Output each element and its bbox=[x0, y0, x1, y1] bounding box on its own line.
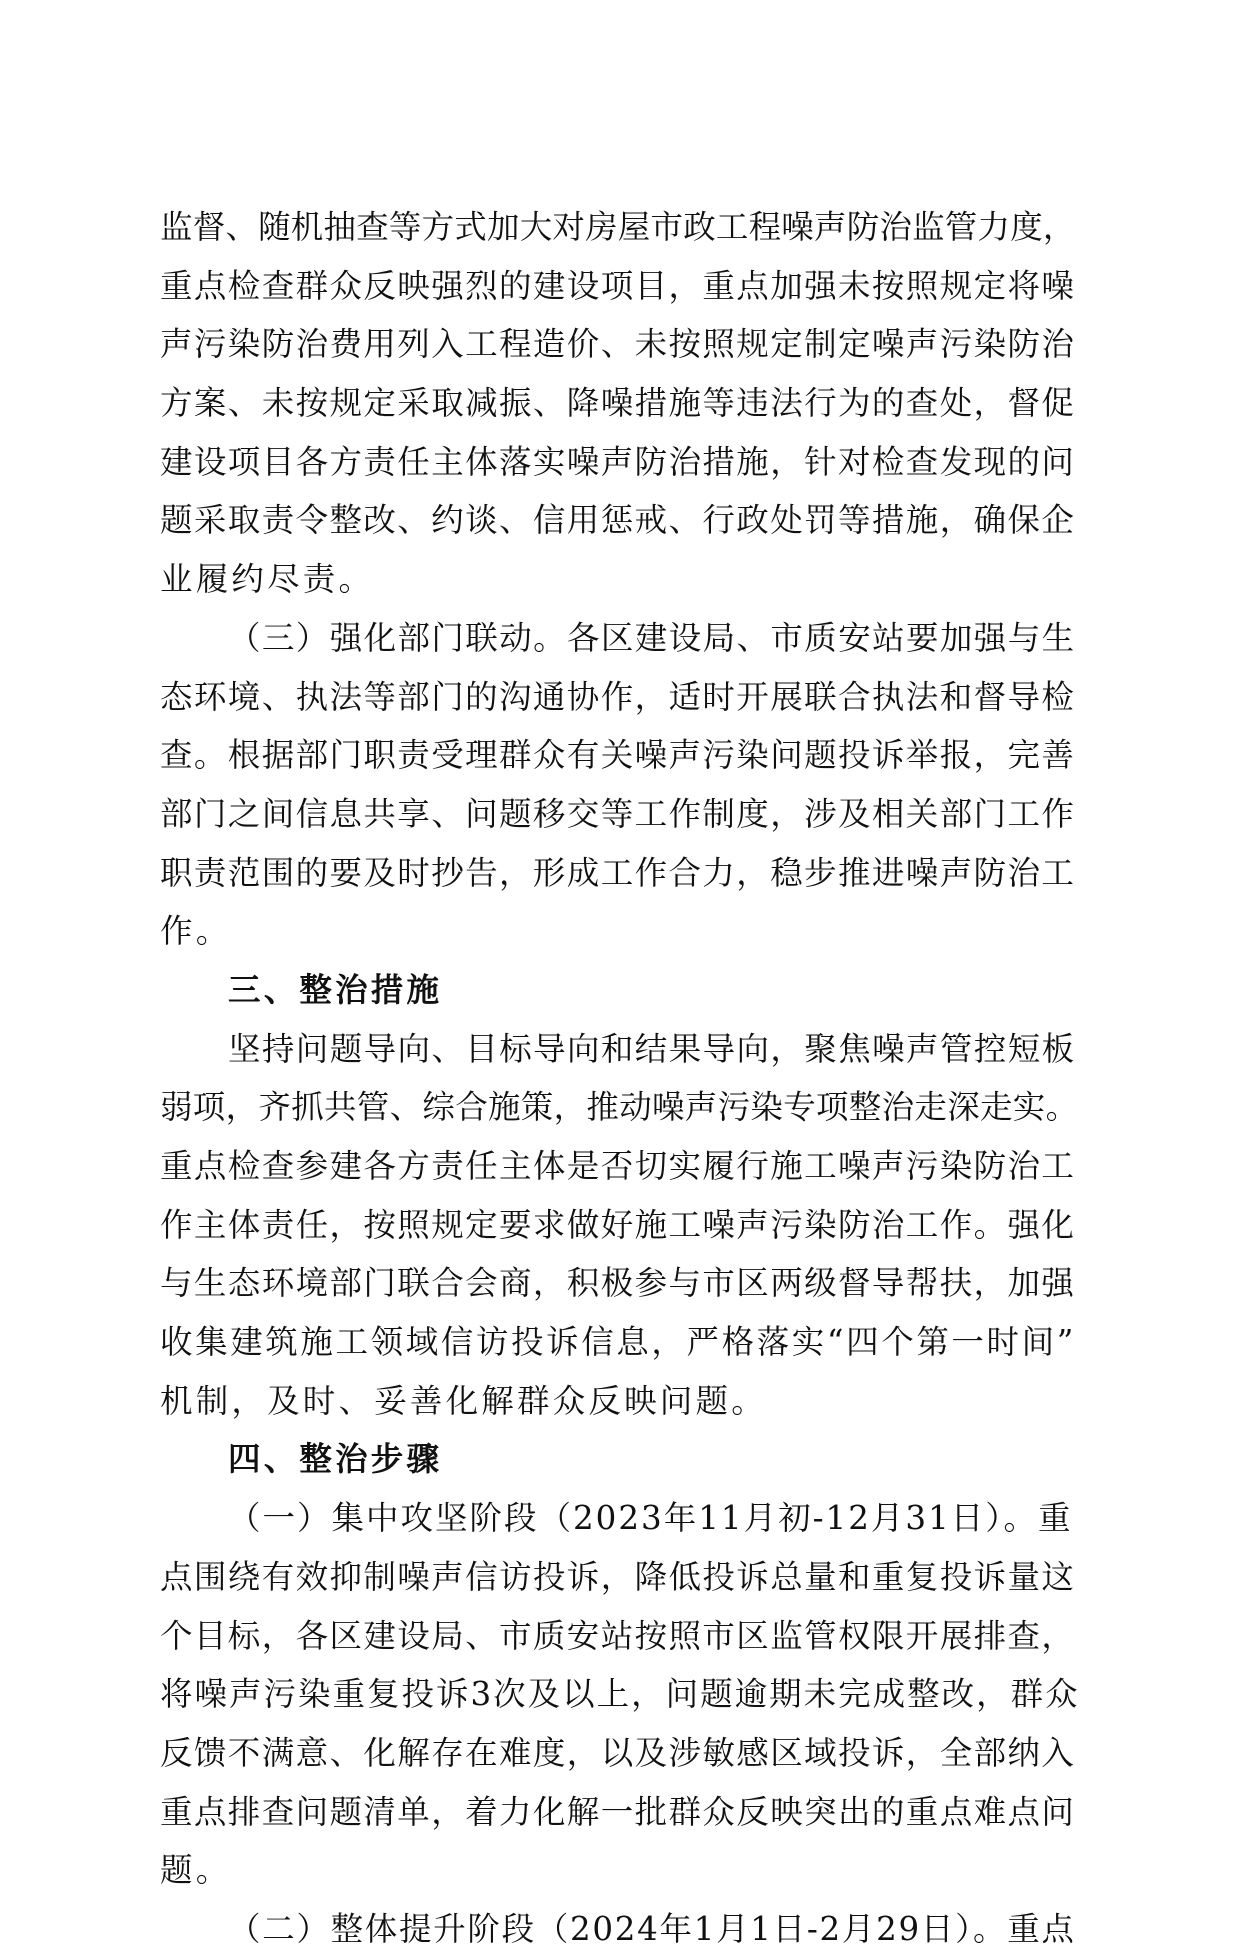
paragraph-line: 反馈不满意、化解存在难度，以及涉敏感区域投诉，全部纳入 bbox=[160, 1733, 1076, 1772]
paragraph-line: 点围绕有效抑制噪声信访投诉，降低投诉总量和重复投诉量这 bbox=[160, 1557, 1076, 1596]
section-heading-steps: 四、整治步骤 bbox=[228, 1440, 443, 1479]
paragraph-line: 题采取责令整改、约谈、信用惩戒、行政处罚等措施，确保企 bbox=[160, 501, 1076, 540]
paragraph-line: 机制，及时、妥善化解群众反映问题。 bbox=[160, 1381, 767, 1420]
paragraph-line: 个目标，各区建设局、市质安站按照市区监管权限开展排查， bbox=[160, 1616, 1076, 1655]
document-body bbox=[160, 198, 1080, 1959]
subsection-3-line: （三）强化部门联动。各区建设局、市质安站要加强与生 bbox=[228, 618, 1076, 657]
paragraph-line: 职责范围的要及时抄告，形成工作合力，稳步推进噪声防治工 bbox=[160, 853, 1076, 892]
paragraph-line: 作主体责任，按照规定要求做好施工噪声污染防治工作。强化 bbox=[160, 1205, 1076, 1244]
paragraph-line: 建设项目各方责任主体落实噪声防治措施，针对检查发现的问 bbox=[160, 442, 1076, 481]
paragraph-line: 态环境、执法等部门的沟通协作，适时开展联合执法和督导检 bbox=[160, 677, 1076, 716]
paragraph-line: 重点检查参建各方责任主体是否切实履行施工噪声污染防治工 bbox=[160, 1147, 1076, 1185]
paragraph-line: 作。 bbox=[160, 912, 232, 951]
paragraph-line: 查。根据部门职责受理群众有关噪声污染问题投诉举报，完善 bbox=[160, 736, 1076, 775]
paragraph-line: 重点排查问题清单，着力化解一批群众反映突出的重点难点问 bbox=[160, 1792, 1076, 1831]
paragraph-line: 重点检查群众反映强烈的建设项目，重点加强未按照规定将噪 bbox=[160, 266, 1076, 305]
subsection-1-line: （一）集中攻坚阶段（2023年11月初-12月31日）。重 bbox=[228, 1499, 1073, 1538]
paragraph-line: 将噪声污染重复投诉3次及以上，问题逾期未完成整改，群众 bbox=[160, 1675, 1080, 1714]
paragraph-line: 与生态环境部门联合会商，积极参与市区两级督导帮扶，加强 bbox=[160, 1264, 1076, 1303]
paragraph-line: 部门之间信息共享、问题移交等工作制度，涉及相关部门工作 bbox=[160, 794, 1076, 833]
subsection-2-line: （二）整体提升阶段（2024年1月1日-2月29日）。重点 bbox=[228, 1909, 1076, 1948]
paragraph-line: 收集建筑施工领域信访投诉信息，严格落实“四个第一时间” bbox=[160, 1323, 1076, 1362]
paragraph-line: 坚持问题导向、目标导向和结果导向，聚焦噪声管控短板 bbox=[228, 1029, 1076, 1068]
paragraph-line: 声污染防治费用列入工程造价、未按照规定制定噪声污染防治 bbox=[160, 325, 1076, 364]
paragraph-line: 弱项，齐抓共管、综合施策，推动噪声污染专项整治走深走实。 bbox=[160, 1088, 1079, 1127]
section-heading-measures: 三、整治措施 bbox=[228, 970, 443, 1009]
paragraph-line: 题。 bbox=[160, 1851, 232, 1890]
paragraph-line: 业履约尽责。 bbox=[160, 560, 375, 599]
paragraph-line: 方案、未按规定采取减振、降噪措施等违法行为的查处，督促 bbox=[160, 384, 1076, 423]
paragraph-line: 监督、随机抽查等方式加大对房屋市政工程噪声防治监管力度， bbox=[160, 208, 1076, 246]
